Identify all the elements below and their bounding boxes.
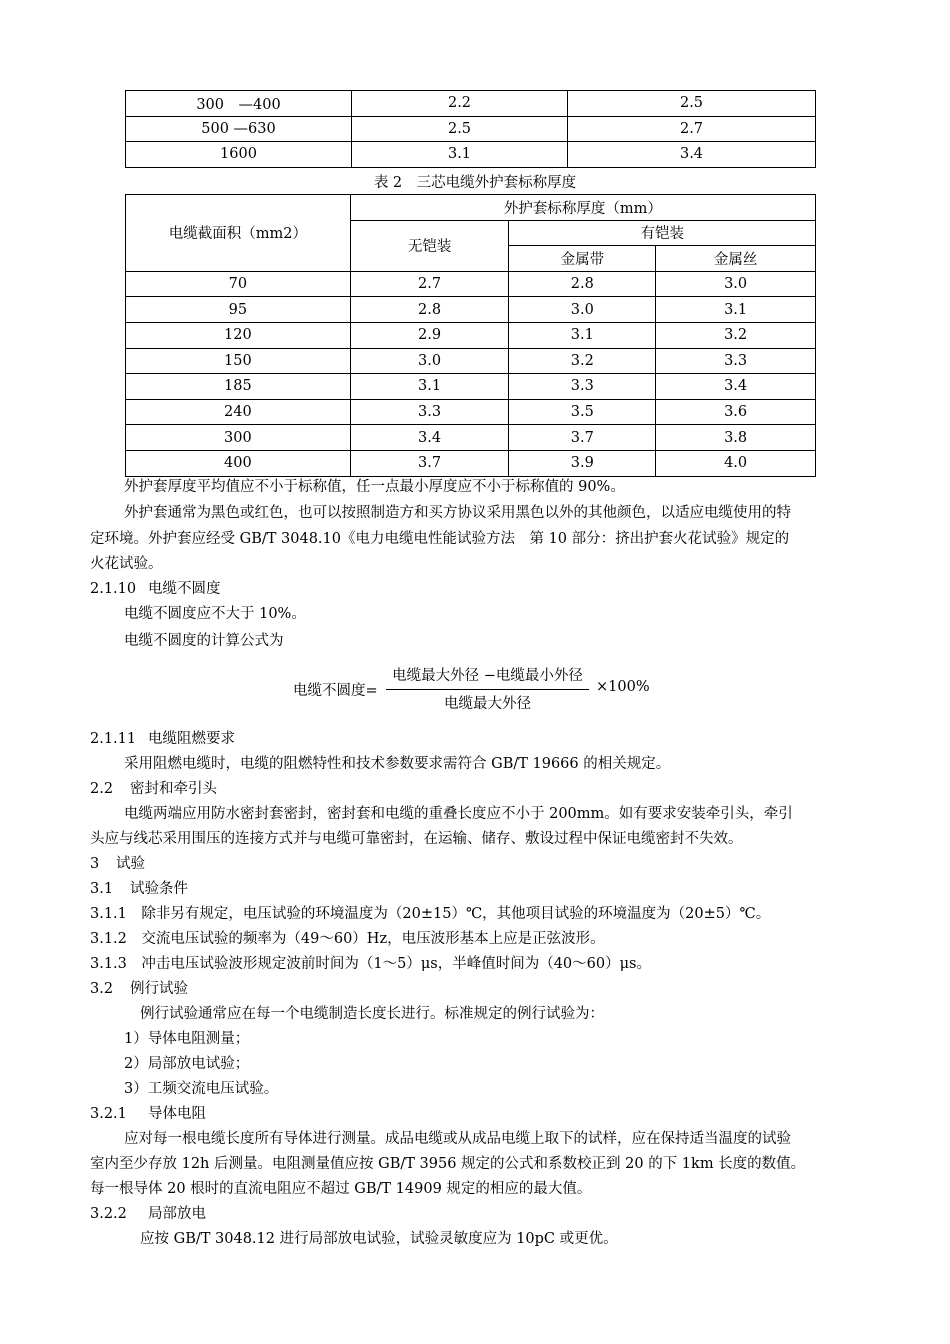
section-number: 2.1.11	[90, 731, 137, 747]
section-title: 例行试验	[130, 981, 188, 997]
table-cell: 1600	[126, 142, 352, 168]
section-number: 3.1	[90, 881, 114, 897]
table-row	[126, 322, 816, 348]
section-title: 试验	[116, 856, 145, 872]
section-number: 3.2.1	[90, 1106, 127, 1122]
formula-rhs: ×100%	[596, 679, 650, 695]
paragraph-flame-retardant: 采用阻燃电缆时，电缆的阻燃特性和技术参数要求需符合 GB/T 19666 的相关规定。	[124, 756, 671, 772]
section-2-1-11-heading	[90, 729, 870, 749]
section-number: 3.2.2	[90, 1206, 127, 1222]
paragraph-resistance-line1: 应对每一根电缆长度所有导体进行测量。成品电缆或从成品电缆上取下的试样，应在保持适当温度的试验	[124, 1131, 791, 1147]
table-cell: 3.3	[509, 374, 656, 400]
table-row	[126, 91, 816, 117]
table-row	[126, 116, 816, 142]
table-cell: 3.3	[656, 348, 816, 374]
section-number: 2.1.10	[90, 581, 137, 597]
table-cell: 2.2	[352, 91, 568, 117]
table-header-row	[126, 195, 816, 221]
table-cell: 2.7	[350, 271, 509, 297]
formula-denominator: 电缆最大外径	[444, 696, 531, 712]
paragraph-sealing-line1: 电缆两端应用防水密封套密封，密封套和电缆的重叠长度应不小于 200mm。如有要求安装牵引头，牵引	[124, 806, 793, 822]
table-cell: 3.4	[350, 425, 509, 451]
section-3-1-heading	[90, 879, 870, 899]
table-cell: 120	[126, 322, 351, 348]
table-row	[126, 450, 816, 476]
table-cell: 3.0	[656, 271, 816, 297]
table-cell: 95	[126, 297, 351, 323]
table-row	[126, 271, 816, 297]
paragraph-color-line1: 外护套通常为黑色或红色，也可以按照制造方和买方协议采用黑色以外的其他颜色，以适应电缆使用的特	[124, 505, 791, 521]
table-row	[126, 374, 816, 400]
paragraph-resistance-line3: 每一根导体 20 根时的直流电阻应不超过 GB/T 14909 规定的相应的最大值。	[90, 1181, 592, 1197]
table-cell: 3.1	[350, 374, 509, 400]
formula-numerator: 电缆最大外径 −电缆最小外径	[392, 668, 583, 684]
table-cell: 3.1	[352, 142, 568, 168]
table-cell: 500 —630	[126, 116, 352, 142]
paragraph-avg-thickness: 外护套厚度平均值应不小于标称值，任一点最小厚度应不小于标称值的 90%。	[124, 479, 625, 495]
table-cell: 2.7	[568, 116, 816, 142]
table-cell: 3.4	[568, 142, 816, 168]
table-cell: 4.0	[656, 450, 816, 476]
paragraph-routine-tests: 例行试验通常应在每一个电缆制造长度长进行。标准规定的例行试验为：	[140, 1006, 604, 1022]
table-cell: 3.7	[509, 425, 656, 451]
formula-lhs: 电缆不圆度=	[293, 683, 378, 699]
list-item: 2）局部放电试验；	[124, 1056, 250, 1072]
section-number: 3.2	[90, 981, 114, 997]
table-row	[126, 297, 816, 323]
paragraph-color-line2: 定环境。外护套应经受 GB/T 3048.10《电力电缆电性能试验方法 第 10 部分：挤出护套火花试验》规定的	[90, 531, 790, 547]
section-3-2-1-heading	[90, 1104, 870, 1124]
section-3-2-2-heading	[90, 1204, 870, 1224]
table-cell: 185	[126, 374, 351, 400]
table-cell: 3.9	[509, 450, 656, 476]
paragraph-ovality-limit: 电缆不圆度应不大于 10%。	[124, 606, 306, 622]
formula-fraction	[386, 666, 589, 715]
table-cell: 3.2	[656, 322, 816, 348]
section-2-2-heading	[90, 779, 870, 799]
table-cell: 240	[126, 399, 351, 425]
table-row	[126, 399, 816, 425]
header-metal-tape: 金属带	[509, 246, 656, 272]
table-cell: 2.5	[568, 91, 816, 117]
table-cell: 300 —400	[126, 91, 352, 117]
table-cell: 3.2	[509, 348, 656, 374]
section-title: 密封和牵引头	[130, 781, 217, 797]
table-cell: 2.8	[509, 271, 656, 297]
section-title: 导体电阻	[148, 1106, 206, 1122]
list-item: 3）工频交流电压试验。	[124, 1081, 279, 1097]
section-number: 2.2	[90, 781, 114, 797]
section-number: 3	[90, 856, 100, 872]
section-title: 试验条件	[130, 881, 188, 897]
section-title: 电缆不圆度	[148, 581, 221, 597]
header-cross-section: 电缆截面积（mm2）	[126, 195, 351, 272]
table-row	[126, 348, 816, 374]
table-cell: 70	[126, 271, 351, 297]
table-cell: 3.6	[656, 399, 816, 425]
table-cell: 300	[126, 425, 351, 451]
table-cell: 2.5	[352, 116, 568, 142]
clause-3-1-3: 3.1.3 冲击电压试验波形规定波前时间为（1～5）μs，半峰值时间为（40～60）μs。	[90, 956, 651, 972]
table-row	[126, 425, 816, 451]
table-cell: 3.5	[509, 399, 656, 425]
section-3-heading	[90, 854, 870, 874]
table-cell: 2.8	[350, 297, 509, 323]
section-title: 局部放电	[148, 1206, 206, 1222]
header-sheath-thickness: 外护套标称厚度（mm）	[350, 195, 815, 221]
table-cell: 2.9	[350, 322, 509, 348]
clause-3-1-1: 3.1.1 除非另有规定，电压试验的环境温度为（20±15）℃，其他项目试验的环境温度为（20±5）℃。	[90, 906, 771, 922]
table-cell: 3.7	[350, 450, 509, 476]
section-title: 电缆阻燃要求	[148, 731, 235, 747]
header-metal-wire: 金属丝	[656, 246, 816, 272]
table-cell: 150	[126, 348, 351, 374]
paragraph-ovality-formula-intro: 电缆不圆度的计算公式为	[124, 633, 284, 649]
table-cell: 3.8	[656, 425, 816, 451]
table-2-caption: 表 2 三芯电缆外护套标称厚度	[373, 175, 577, 191]
table-1-continuation	[125, 90, 816, 168]
section-2-1-10-heading	[90, 579, 870, 599]
table-2-sheath-thickness	[125, 194, 816, 477]
paragraph-partial-discharge: 应按 GB/T 3048.12 进行局部放电试验，试验灵敏度应为 10pC 或更优。	[140, 1231, 618, 1247]
table-row	[126, 142, 816, 168]
paragraph-color-line3: 火花试验。	[90, 556, 163, 572]
table-cell: 3.1	[509, 322, 656, 348]
section-3-2-heading	[90, 979, 870, 999]
header-unarmored: 无铠装	[350, 220, 509, 271]
clause-3-1-2: 3.1.2 交流电压试验的频率为（49～60）Hz，电压波形基本上应是正弦波形。	[90, 931, 605, 947]
table-cell: 3.0	[350, 348, 509, 374]
paragraph-resistance-line2: 室内至少存放 12h 后测量。电阻测量值应按 GB/T 3956 规定的公式和系数校正到 20 的下 1km 长度的数值。	[90, 1156, 806, 1172]
table-cell: 3.0	[509, 297, 656, 323]
header-armored: 有铠装	[509, 220, 816, 246]
paragraph-sealing-line2: 头应与线芯采用围压的连接方式并与电缆可靠密封，在运输、储存、敷设过程中保证电缆密封不失效。	[90, 831, 743, 847]
table-cell: 3.3	[350, 399, 509, 425]
fraction-bar	[386, 689, 589, 690]
table-cell: 400	[126, 450, 351, 476]
list-item: 1）导体电阻测量；	[124, 1031, 250, 1047]
table-cell: 3.4	[656, 374, 816, 400]
table-cell: 3.1	[656, 297, 816, 323]
